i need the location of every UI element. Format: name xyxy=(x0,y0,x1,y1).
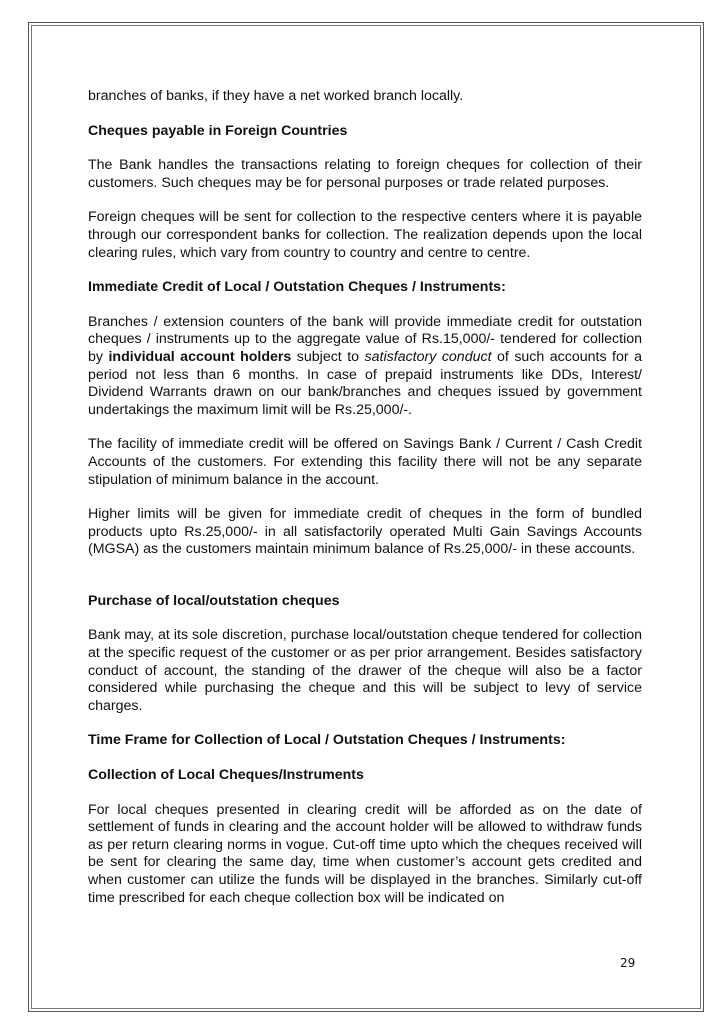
paragraph: The facility of immediate credit will be offered on Savings Bank / Current / Cash Credit Accounts of the customers. For extending this facility there will not be any separate stipulation of minimum balance in the account. xyxy=(88,436,642,488)
heading-foreign-cheques: Cheques payable in Foreign Countries xyxy=(88,122,348,139)
heading-local-collection: Collection of Local Cheques/Instruments xyxy=(88,767,364,784)
text-run: subject to xyxy=(291,348,365,365)
paragraph-immediate-credit xyxy=(88,314,642,420)
intro-paragraph: branches of banks, if they have a net worked branch locally. xyxy=(88,88,464,104)
paragraph: For local cheques presented in clearing credit will be afforded as on the date of settlement of funds in clearing and the account holder will be allowed to withdraw funds as per return clearing norms in vogue. Cut-off time upto which the cheques received will be sent for clearing the same day, time when customer’s account gets credited and when customer can utilize the funds will be displayed in the branches. Similarly cut-off time prescribed for each cheque collection box will be indicated on xyxy=(88,801,642,906)
heading-immediate-credit: Immediate Credit of Local / Outstation Cheques / Instruments: xyxy=(88,279,506,296)
heading-purchase-cheques: Purchase of local/outstation cheques xyxy=(88,592,340,609)
document-body xyxy=(88,88,642,924)
spacer xyxy=(88,576,642,593)
paragraph: The Bank handles the transactions relating to foreign cheques for collection of their customers. Such cheques may be for personal purposes or trade related purposes. xyxy=(88,157,642,191)
paragraph: Higher limits will be given for immediate credit of cheques in the form of bundled products upto Rs.25,000/- in all satisfactorily operated Multi Gain Savings Accounts (MGSA) as the customers maintain minimum balance of Rs.25,000/- in these accounts. xyxy=(88,506,642,558)
heading-time-frame: Time Frame for Collection of Local / Outstation Cheques / Instruments: xyxy=(88,732,566,749)
italic-text: satisfactory conduct xyxy=(364,348,492,365)
paragraph: Foreign cheques will be sent for collection to the respective centers where it is payable through our correspondent banks for collection. The realization depends upon the local clearing rules, which vary from country to country and centre to centre. xyxy=(88,209,642,261)
text-run: of such accounts for a period not less than 6 months. In case of prepaid instruments like DDs, Interest/ Dividend Warrants drawn on our bank/branches and cheques issued by government undertakings the maximum limit will be Rs.25,000/-. xyxy=(88,348,642,418)
text-run: Branches / extension counters of the bank will provide immediate credit for outstation cheques / instruments up to the aggregate value of Rs.15,000/- tendered for collection by xyxy=(88,313,642,365)
page-number: 29 xyxy=(620,956,636,970)
bold-text: individual account holders xyxy=(108,348,292,365)
paragraph: Bank may, at its sole discretion, purchase local/outstation cheque tendered for collection at the specific request of the customer or as per prior arrangement. Besides satisfactory conduct of account, the standing of the drawer of the cheque will also be a factor considered while purchasing the cheque and this will be subject to levy of service charges. xyxy=(88,627,642,714)
